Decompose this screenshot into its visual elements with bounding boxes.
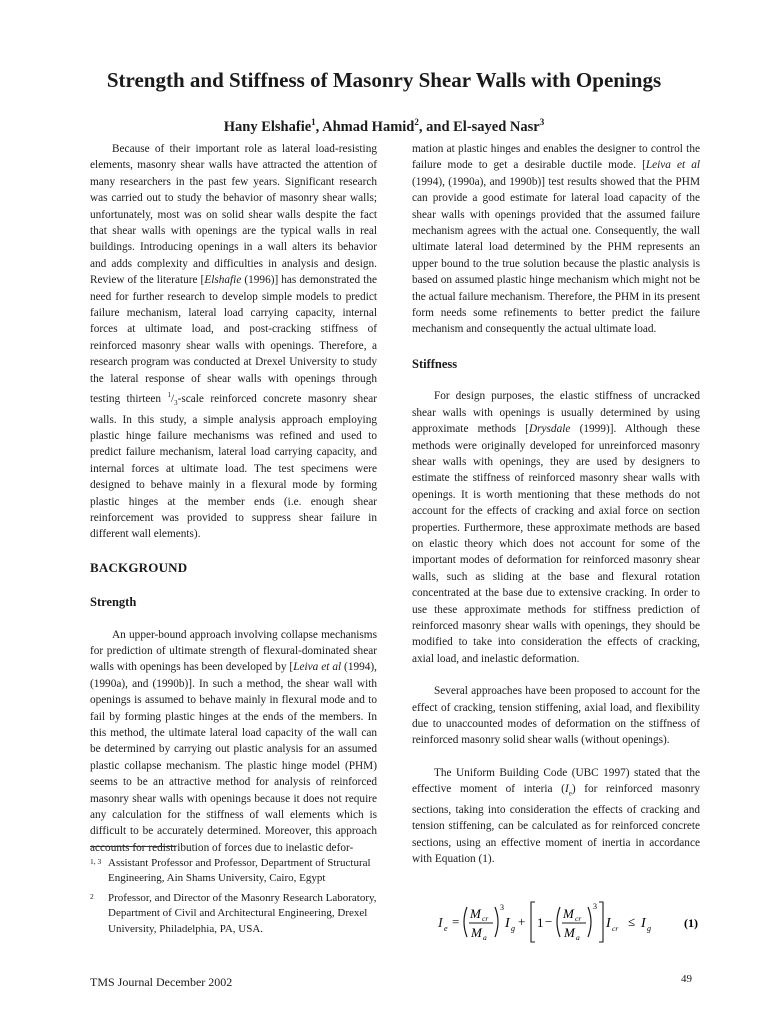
eq-le: ≤ — [628, 914, 636, 929]
eq-paren-left — [464, 907, 467, 937]
citation: Leiva et al — [645, 159, 700, 172]
author-name: El-sayed Nasr — [453, 118, 540, 135]
fraction-denominator: 3 — [174, 399, 178, 408]
page-number: 49 — [681, 973, 692, 985]
fraction-numerator: 1 — [167, 391, 171, 400]
text-run: An upper-bound approach involving collapse mechanisms for prediction of ultimate strength of flexural-dominated shear walls with openings has been developed by [ — [90, 628, 377, 674]
author-separator: , and — [418, 118, 454, 135]
eq-ig-rhs: I — [641, 916, 646, 931]
eq-ig: I — [505, 916, 510, 931]
eq-frac2-den-sub: a — [576, 933, 580, 942]
strength-paragraph — [90, 627, 377, 857]
footer-journal: TMS Journal December 2002 — [90, 975, 233, 989]
eq-minus: − — [545, 914, 553, 929]
stiffness-paragraph-2: Several approaches have been proposed to account for the effect of cracking, tension stiffening, axial load, and flexibility due to unaccounted modes of deformation on the stiffness of reinforced masonry solid shear walls (without openings). — [412, 685, 700, 747]
footnotes — [90, 856, 380, 941]
footnote — [90, 891, 380, 937]
equation-1 — [436, 896, 706, 948]
eq-frac2-den: M — [564, 925, 575, 940]
text-run: The Uniform Building Code (UBC 1997) stated that the effective moment of interia ( — [412, 766, 700, 796]
eq-paren-right — [495, 907, 498, 937]
right-column — [412, 141, 700, 868]
math-symbol: I — [564, 783, 569, 796]
continuation-paragraph — [412, 141, 700, 338]
author-separator: , — [315, 118, 323, 135]
author-line — [0, 117, 768, 136]
citation: Elshafie — [204, 274, 242, 287]
eq-equals: = — [452, 914, 460, 929]
text-run: ) for reinforced masonry sections, taking into consideration the effects of cracking and tension stiffening, can be calculated as for reinforced concrete sections, using an effective moment of inertia in accordance with Equation (1). — [412, 783, 700, 866]
author-affiliation-mark: 1 — [311, 117, 316, 127]
eq-ig-rhs-sub: g — [647, 924, 651, 933]
eq-frac2-num: M — [563, 906, 574, 921]
text-run: (1996)] has demonstrated the need for further research to develop simple models to predict failure mechanism, lateral load carrying capacity, internal forces at ultimate load, and post-cracking stiffness of reinforced masonry shear walls with openings. Therefore, a research program was conducted at Drexel University to study the lateral response of shear walls with openings through testing thirteen — [90, 274, 377, 405]
text-run: (1999)]. Although these methods were originally developed for unreinforced masonry shear walls with openings, they are used by designers to estimate the stiffness of reinforced masonry shear walls with openings. It is worth mentioning that these methods do not account for the effects of cracking and axial force on section properties. Furthermore, these approximate methods are based on elastic theory which does not account for some of the important modes of deformation for reinforced masonry shear walls, such as sliding at the base and flexural rotation concentrated at the base due to extensive cracking. In order to use these approximate methods for stiffness prediction of reinforced masonry shear walls with openings, they should be modified to take into consideration the effects of cracking, axial load, and inelastic deformation. — [412, 423, 700, 665]
citation: Drysdale — [528, 423, 571, 436]
text-run: (1994), (1990a), and (1990b)]. In such a method, the shear wall with openings is assumed to behave mainly in flexural mode and to fail by forming plastic hinges at the ends of the members. In this method, the ultimate lateral load capacity of the wall can be determined by carrying out plastic analysis for an assumed plastic collapse mechanism. The plastic hinge model (PHM) seems to be an attractive method for analysis of reinforced masonry shear walls with openings because it does not require any calculation for the stiffness of wall elements which is difficult to be accurately determined. Moreover, this approach accounts for redistribution of forces due to inelastic defor- — [90, 661, 377, 854]
author-name: Ahmad Hamid — [322, 118, 415, 135]
eq-paren-right-2 — [588, 907, 591, 937]
eq-bracket-left — [531, 902, 535, 942]
author-name: Hany Elshafie — [223, 118, 312, 135]
text-run: For design purposes, the elastic stiffness of uncracked shear walls with openings is usually determined by using approximate methods [ — [412, 390, 700, 436]
footnote — [90, 856, 380, 887]
eq-lhs: I — [438, 916, 443, 931]
eq-lhs-sub: e — [444, 924, 448, 933]
intro-paragraph: Because of their important role as lateral load-resisting elements, masonry shear walls have attracted the attention of many researchers in the past few years. Significant research was carried out to study the behavior of masonry shear walls; unfortunately, most was on solid shear walls despite the fact that shear walls with openings are the typical walls in real buildings. Introducing openings in a wall alters its behavior and adds complexity and difficulties in analysis and design. Review of the literature [Elshafie (1996)] has demonstrated the need for further research to develop simple models to predict failure mechanism, lateral load carrying capacity, internal forces at ultimate load, and post-cracking stiffness of reinforced masonry shear walls with openings. Therefore, a research program was conducted at Drexel University to study the lateral response of shear walls with openings through testing thirteen $^1/_3$-scale reinforced concrete masonry shear walls. In this study, a simple analysis approach employing plastic hinge failure mechanisms was refined and used to predict failure mechanism, lateral load carrying capacity, and internal forces at ultimate load. The test specimens were designed to behave mainly in a flexural mode by forming plastic hinges at the member ends (i.e. enough shear reinforcement was provided to suppress shear failure in different wall elements). — [90, 143, 377, 541]
eq-frac1-den-sub: a — [483, 933, 487, 942]
paper-title: Strength and Stiffness of Masonry Shear Walls with Openings — [106, 68, 662, 92]
author-affiliation-mark: 2 — [414, 117, 419, 127]
eq-frac2-num-sub: cr — [575, 914, 582, 923]
eq-label: (1) — [684, 916, 698, 930]
footnote-text: Professor, and Director of the Masonry Research Laboratory, Department of Civil and Architectural Engineering, Drexel University, Philadelphia, PA, USA. — [108, 891, 377, 935]
left-column — [90, 141, 377, 856]
eq-frac1-num-sub: cr — [482, 914, 489, 923]
eq-ig-sub: g — [511, 924, 515, 933]
eq-bracket-right — [599, 902, 603, 942]
section-heading-background: BACKGROUND — [90, 559, 188, 575]
eq-frac1-den: M — [471, 925, 482, 940]
eq-frac1-num: M — [470, 906, 481, 921]
stiffness-paragraph-3 — [412, 765, 700, 868]
footnote-mark: 1, 3 — [90, 857, 102, 866]
author-affiliation-mark: 3 — [539, 117, 545, 127]
text-run: (1994), (1990a), and 1990b)] test results showed that the PHM can provide a good estimate for lateral load capacity of the shear walls with openings provided that the assumed failure mechanism agrees with the actual one. Consequently, the wall ultimate lateral load determined by the PHM represents an upper bound to the true solution because the plastic analysis is based on assumed plastic hinge mechanism which might not be the actual failure mechanism. Therefore, the PHM in its present form needs some refinements to better predict the failure mechanism and consequently the actual ultimate load. — [412, 175, 700, 336]
eq-icr: I — [606, 916, 611, 931]
eq-plus: + — [518, 914, 526, 929]
text-run: mation at plastic hinges and enables the designer to control the failure mode to get a desirable ductile mode. [ — [412, 143, 700, 172]
eq-one: 1 — [537, 915, 544, 930]
footnote-text: Assistant Professor and Professor, Department of Structural Engineering, Ain Shams University, Cairo, Egypt — [108, 857, 371, 885]
eq-paren-left-2 — [557, 907, 560, 937]
subsection-heading-strength: Strength — [90, 595, 137, 610]
footnote-mark: 2 — [90, 891, 94, 901]
text-run: -scale reinforced concrete masonry shear walls. In this study, a simple analysis approach employing plastic hinge failure mechanisms was refined and used to predict failure mechanism, lateral load carrying capacity, and internal forces at ultimate load. The test specimens were designed to behave mainly in a flexural mode by forming plastic hinges at the member ends (i.e. enough shear reinforcement was provided to suppress shear failure in different wall elements). — [90, 392, 377, 541]
subsection-heading-stiffness: Stiffness — [412, 356, 458, 371]
eq-exponent: 3 — [500, 903, 504, 912]
text-run: Because of their important role as lateral load-resisting elements, masonry shear walls have attracted the attention of many researchers in the past few years. Significant research was carried out to study the behavior of masonry shear walls; unfortunately, most was on solid shear walls despite the fact that shear walls with openings are the typical walls in real buildings. Introducing openings in a wall alters its behavior and adds complexity and difficulties in analysis and design. Review of the literature [ — [90, 143, 377, 287]
math-subscript: e — [568, 789, 572, 798]
footnote-divider — [90, 846, 176, 847]
eq-icr-sub: cr — [612, 924, 619, 933]
citation: Leiva et al — [293, 661, 342, 674]
eq-exponent-2: 3 — [593, 902, 597, 911]
stiffness-paragraph-1 — [412, 388, 700, 667]
